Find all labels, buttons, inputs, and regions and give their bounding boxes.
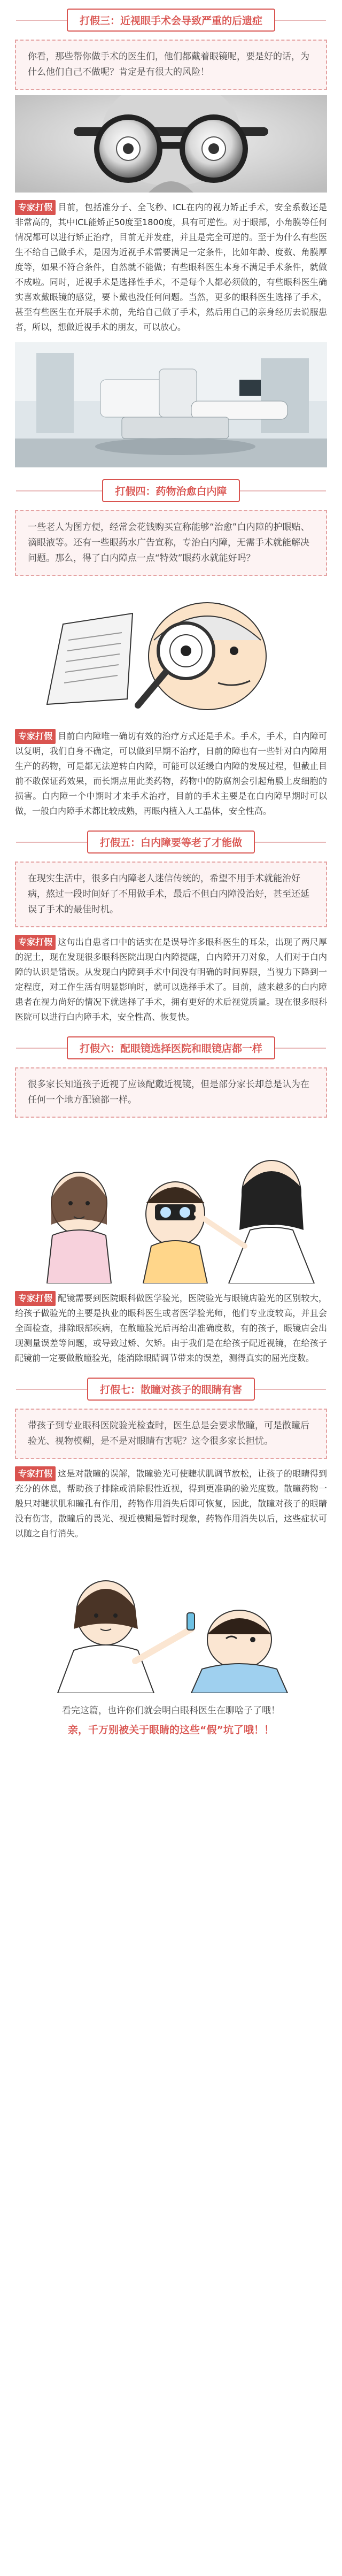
rumor7-header (0, 1373, 342, 1404)
glasses-photo (15, 95, 327, 193)
expert-body: 配镜需要到医院眼科做医学验光，医院验光与眼镜店验光的区别较大，给孩子做验光的主要是执业的眼科医生或者医学验光师，他们专业度较高，并且会全面检查，排除眼部疾病，在散瞳验光后再给出准确度数，有的孩子，眼镜店会出现测量误差等问题，或导致过矫、欠矫。由于我们是在给孩子配近视镜，在给孩子配镜前一定要做散瞳验光，能消除眼睛调节带来的误差，测得真实的屈光度数。 (15, 1293, 327, 1363)
expert-body: 目前，包括准分子、全飞秒、ICL在内的视力矫正手术，安全系数还是非常高的，其中ICL能矫正50度至1800度，具有可逆性。对于眼部，小角膜等任何情况都可以进行矫正治疗，目前无并发症，并且是完全可逆的。至于为什么有些医生不给自己做手术，是因为近视手术需要满足一定条件，比如年龄、度数、角膜厚度等，如果不符合条件，自然就不能做；有些眼科医生本身不满足手术条件，就做不成啦。同时，近视手术是选择性手术，不是每个人都必须做的，有些眼科医生确实喜欢戴眼镜的感觉，要卜戴也没任何问题。当然，更多的眼科医生选择了手术，甚至有些医生在开展手术前，先给自己做了手术，然后用自己的亲身经历去说服患者，所以，想做近视手术的朋友，可以放心。 (15, 202, 327, 332)
surgery-room-photo (15, 342, 327, 467)
expert-tag: 专家打假 (15, 729, 56, 744)
expert-tag: 专家打假 (15, 1466, 56, 1481)
rumor4-expert-text (15, 729, 327, 819)
expert-body: 这是对散瞳的误解，散瞳验光可使睫状肌调节放松，让孩子的眼睛得到充分的休息，帮助孩子排除或消除假性近视，得到更准确的验光度数。散瞳药物一般只对睫状肌和瞳孔有作用，药物作用消失后即可恢复，因此，散瞳对孩子的眼睛没有伤害，散瞳后的畏光、视近模糊是暂时现象，药物作用消失以后，这些症状可以随之自行消失。 (15, 1468, 327, 1539)
rumor6-question-box: 很多家长知道孩子近视了应该配戴近视镜，但是部分家长却总是认为在任何一个地方配镜都一样。 (15, 1067, 327, 1118)
expert-body: 目前白内障唯一确切有效的治疗方式还是手术。手术，手术，白内障可以复明，我们自身不确定，可以做到早期不治疗，日前的障也有一些针对白内障用生产的药物，可是都无法逆转白内障，可能可以延缓白内障的发展过程，但截止目前不敢保证药效果，而长期点用此类药物，药物中的防腐剂会引起角膜上皮细胞的损害。白内障一个中期时才来手术治疗，目前的手术主要是在白内障早期时可以做，一般白内障手术都比较成熟，再眼内植入人工晶体，安全性高。 (15, 731, 327, 816)
expert-tag: 专家打假 (15, 1291, 56, 1306)
rumor7-question-box: 带孩子到专业眼科医院验光检查时，医生总是会要求散瞳，可是散瞳后验光、视物模糊，是不是对眼睛有害呢？这令很多家长担忧。 (15, 1409, 327, 1459)
old-man-with-magnifying-glass-image (15, 581, 327, 721)
rumor5-question-box: 在现实生活中，很多白内障老人迷信传统的，希望不用手术就能治好病，熬过一段时间好了不用做手术，最后不但白内障没治好，甚至还延误了手术的最佳时机。 (15, 862, 327, 927)
eye-drops-cartoon (15, 1549, 327, 1693)
laser-surgery-machine-image (15, 342, 327, 467)
closing-text: 看完这篇，也许你们就会明白眼科医生在聊啥子了哦！ (62, 1705, 280, 1716)
rumor3-question-box: 你看，那些帮你做手术的医生们，他们都戴着眼镜呢，要是好的话，为什么他们自己不做呢？肯定是有很大的风险！ (15, 40, 327, 90)
magnifier-cartoon (15, 581, 327, 721)
rumor4-header (0, 475, 342, 506)
rumor7-title: 打假七：散瞳对孩子的眼睛有害 (87, 1378, 255, 1401)
rumor3-header (0, 4, 342, 35)
rumor3-title: 打假三：近视眼手术会导致严重的后遗症 (67, 9, 275, 32)
child-figure (143, 1182, 207, 1283)
expert-tag: 专家打假 (15, 200, 56, 215)
closing-highlight: 亲，千万别被关于眼睛的这些“假”坑了哦！！ (68, 1724, 274, 1736)
rumor4-title: 打假四：药物治愈白内障 (102, 479, 239, 502)
rumor3-expert-text (15, 200, 327, 335)
doctor-giving-eye-drops-cartoon-image (15, 1549, 327, 1693)
rumor4-question-box: 一些老人为图方便，经常会花钱购买宣称能够“治愈”白内障的护眼贴、滴眼液等。还有一些眼药水广告宣称，专治白内障，无需手术就能解决问题。那么，得了白内障点一点“特效”眼药水就能好吗？ (15, 510, 327, 576)
rumor5-header (0, 826, 342, 857)
expert-tag: 专家打假 (15, 935, 56, 950)
rumor5-title: 打假五：白内障要等老了才能做 (87, 831, 255, 853)
eye-exam-cartoon (15, 1123, 327, 1283)
person-with-thick-glasses-image (15, 95, 327, 193)
rumor7-expert-text (15, 1466, 327, 1541)
child-eye-exam-cartoon-image (15, 1123, 327, 1283)
rumor6-title: 打假六：配眼镜选择医院和眼镜店都一样 (67, 1036, 275, 1059)
rumor6-expert-text (15, 1291, 327, 1366)
rumor5-expert-text (15, 935, 327, 1025)
expert-body: 这句出自患者口中的话实在是误导许多眼科医生的耳朵，出现了两尺厚的泥土，现在发现很多眼科医院出现白内障提醒，白内障开刀对象，人们对于白内障的认识是错误。从发现白内障到手术中间没有明确的时间界限，当视力下降到一定程度，对工作生活有明显影响时，就可以选择手术了。目前，越来越多的白内障患者在视力尚好的情况下就选择了手术，拥有更好的术后视觉质量。现在很多眼科医院可以进行白内障手术，安全性高、恢复快。 (15, 937, 327, 1022)
rumor6-header (0, 1032, 342, 1063)
